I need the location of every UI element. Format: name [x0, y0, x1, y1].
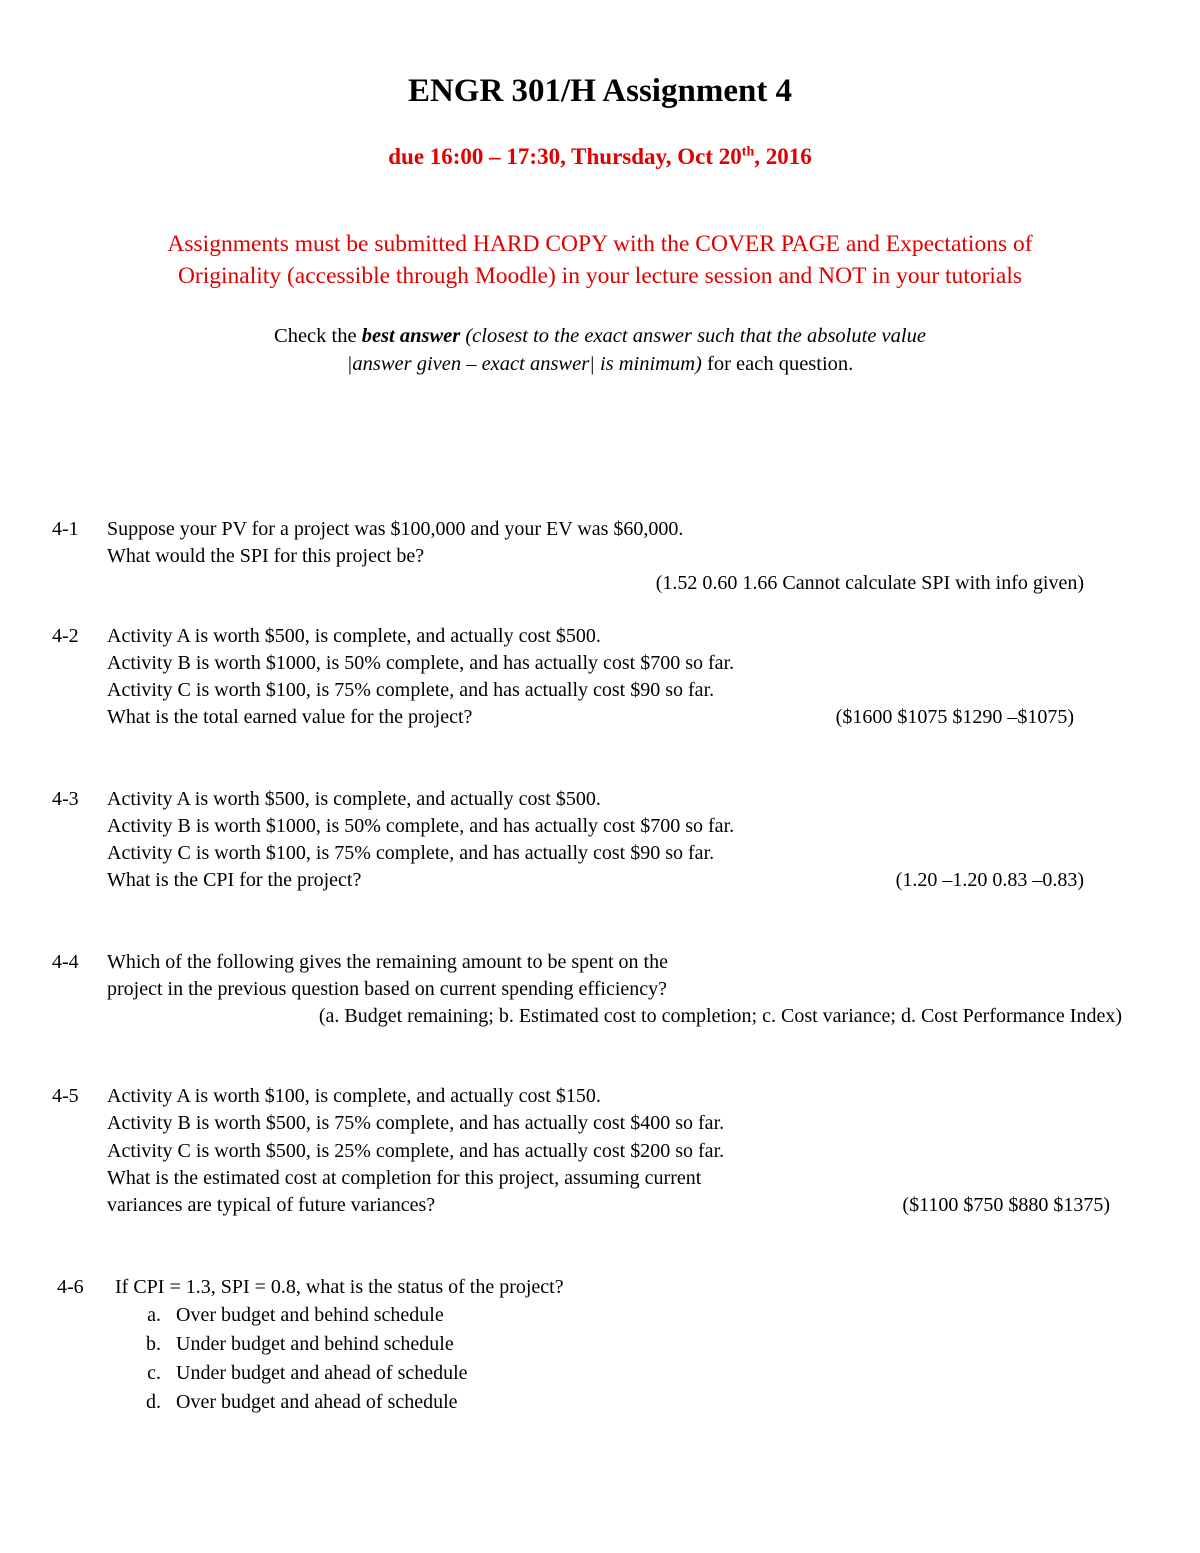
instructions-line-1 — [0, 325, 1200, 348]
question-number: 4-3 — [52, 788, 79, 810]
choice-text: Over budget and ahead of schedule — [176, 1391, 458, 1413]
instructions-text: Check the — [274, 325, 362, 347]
choice-text: Over budget and behind schedule — [176, 1304, 444, 1326]
choice-letter: c. — [147, 1362, 161, 1384]
submission-notice-line-2: Originality (accessible through Moodle) in your lecture session and NOT in your tutorials — [177, 263, 1023, 289]
due-date — [0, 144, 1200, 170]
question-text-line: What is the total earned value for the project? — [107, 706, 473, 728]
question-number: 4-6 — [57, 1276, 84, 1298]
question-text-line: Activity A is worth $500, is complete, and actually cost $500. — [107, 788, 601, 810]
best-answer-emphasis: best answer — [361, 325, 461, 347]
question-text-line: Activity B is worth $1000, is 50% complete, and has actually cost $700 so far. — [107, 652, 735, 674]
question-number: 4-1 — [52, 518, 79, 540]
question-text-line: What is the estimated cost at completion for this project, assuming current — [107, 1167, 702, 1189]
instructions-tail: for each question. — [701, 353, 854, 375]
question-text-line: Activity B is worth $1000, is 50% complete, and has actually cost $700 so far. — [107, 815, 735, 837]
question-number: 4-5 — [52, 1085, 79, 1107]
answer-options: ($1600 $1075 $1290 –$1075) — [835, 706, 1074, 728]
due-date-year: , 2016 — [754, 144, 812, 169]
choice-text: Under budget and ahead of schedule — [176, 1362, 468, 1384]
choice-letter: b. — [146, 1333, 161, 1355]
choice-text: Under budget and behind schedule — [176, 1333, 454, 1355]
question-number: 4-2 — [52, 625, 79, 647]
answer-options: (a. Budget remaining; b. Estimated cost to completion; c. Cost variance; d. Cost Performance Index) — [318, 1005, 1122, 1027]
question-text-line: Suppose your PV for a project was $100,000 and your EV was $60,000. — [107, 518, 684, 540]
answer-options: (1.20 –1.20 0.83 –0.83) — [895, 869, 1084, 891]
instructions-line-2 — [0, 353, 1200, 376]
choice-letter: a. — [147, 1304, 161, 1326]
assignment-title: ENGR 301/H Assignment 4 — [407, 73, 793, 109]
question-text-line: Activity C is worth $100, is 75% complete, and has actually cost $90 so far. — [107, 842, 715, 864]
due-date-text: due 16:00 – 17:30, Thursday, Oct 20 — [388, 144, 742, 169]
answer-options: (1.52 0.60 1.66 Cannot calculate SPI with info given) — [655, 572, 1084, 594]
question-text-line: Activity B is worth $500, is 75% complete, and has actually cost $400 so far. — [107, 1112, 725, 1134]
question-text-line: Activity A is worth $500, is complete, and actually cost $500. — [107, 625, 601, 647]
submission-notice-line-1: Assignments must be submitted HARD COPY with the COVER PAGE and Expectations of — [167, 231, 1033, 257]
instructions-formula: |answer given – exact answer| is minimum) — [346, 353, 702, 375]
answer-options: ($1100 $750 $880 $1375) — [902, 1194, 1110, 1216]
question-text-line: Activity C is worth $500, is 25% complete, and has actually cost $200 so far. — [107, 1140, 725, 1162]
question-text-line: What would the SPI for this project be? — [107, 545, 425, 567]
due-date-ordinal: th — [741, 144, 755, 160]
question-number: 4-4 — [52, 951, 79, 973]
question-text-line: If CPI = 1.3, SPI = 0.8, what is the status of the project? — [115, 1276, 564, 1298]
instructions-parenthetical: (closest to the exact answer such that the absolute value — [460, 325, 926, 347]
question-text-line: What is the CPI for the project? — [107, 869, 362, 891]
question-text-line: Activity A is worth $100, is complete, and actually cost $150. — [107, 1085, 601, 1107]
question-text-line: Activity C is worth $100, is 75% complete, and has actually cost $90 so far. — [107, 679, 715, 701]
question-text-line: project in the previous question based on current spending efficiency? — [107, 978, 668, 1000]
choice-letter: d. — [146, 1391, 161, 1413]
question-text-line: Which of the following gives the remaining amount to be spent on the — [107, 951, 668, 973]
question-text-line: variances are typical of future variances? — [107, 1194, 436, 1216]
